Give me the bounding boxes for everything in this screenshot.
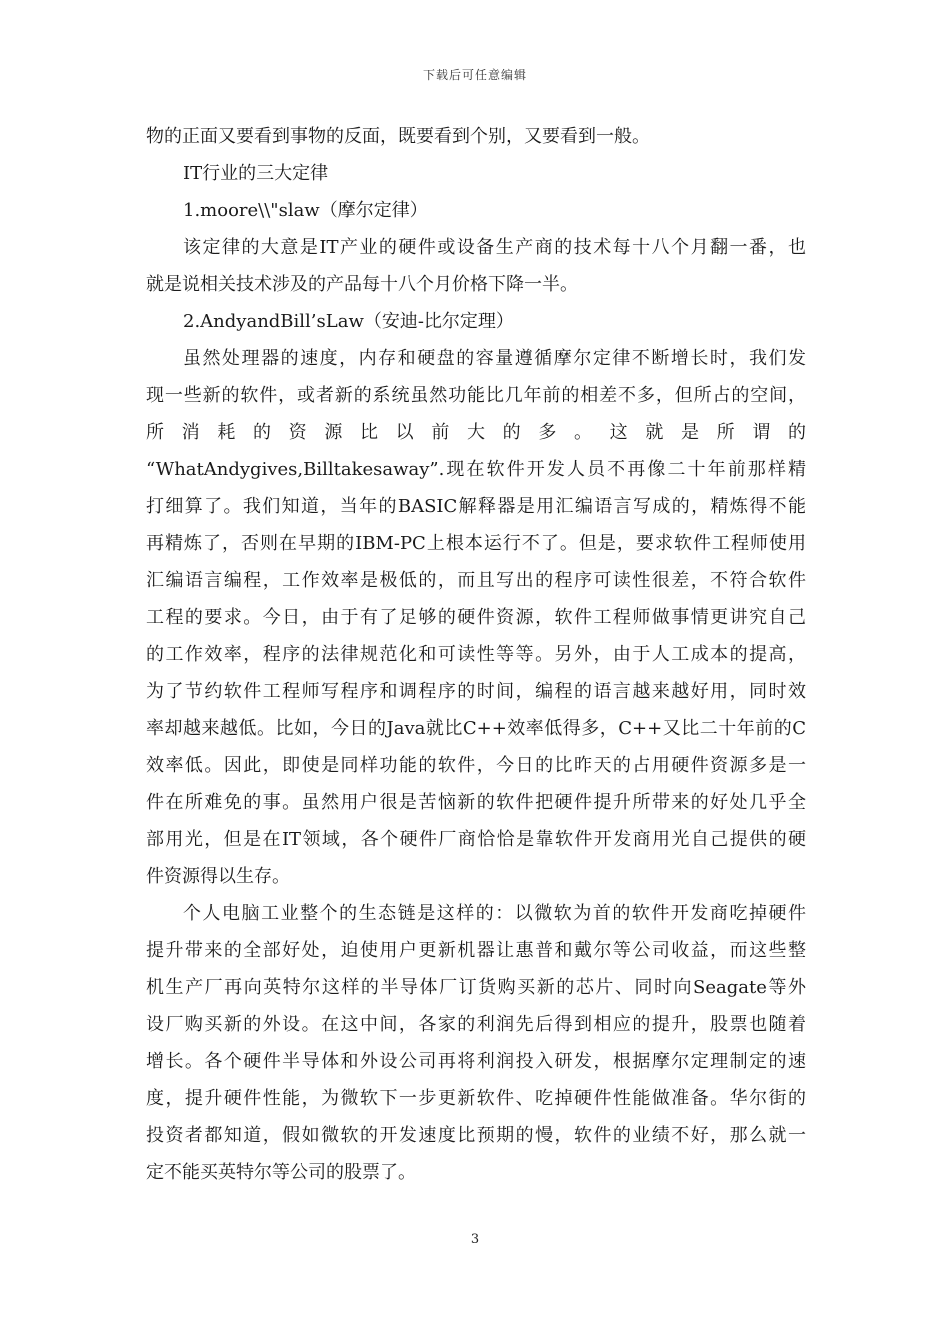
page-header: 下载后可任意编辑 bbox=[422, 68, 527, 82]
section-heading: IT行业的三大定律 bbox=[183, 163, 329, 184]
text-line: 个人电脑工业整个的生态链是这样的：以微软为首的软件开发商吃掉硬件 bbox=[183, 903, 806, 924]
text-line: 效率低。因此，即使是同样功能的软件，今日的比昨天的占用硬件资源多是一 bbox=[146, 755, 806, 776]
text-line: 工程的要求。今日，由于有了足够的硬件资源，软件工程师做事情更讲究自己 bbox=[146, 607, 806, 628]
law-title: 1.moore\\"slaw（摩尔定律） bbox=[183, 200, 428, 221]
text-line: 设厂购买新的外设。在这中间，各家的利润先后得到相应的提升，股票也随着 bbox=[146, 1014, 806, 1035]
text-line: 机生产厂再向英特尔这样的半导体厂订货购买新的芯片、同时向Seagate等外 bbox=[146, 977, 806, 998]
text-line: 的工作效率，程序的法律规范化和可读性等等。另外，由于人工成本的提高， bbox=[146, 644, 806, 665]
text-line: 为了节约软件工程师写程序和调程序的时间，编程的语言越来越好用，同时效 bbox=[146, 681, 806, 702]
text-line: “WhatAndygives,Billtakesaway”.现在软件开发人员不再像二十年前那样精 bbox=[146, 459, 806, 480]
text-line: 该定律的大意是IT产业的硬件或设备生产商的技术每十八个月翻一番，也 bbox=[183, 237, 806, 258]
text-line: 率却越来越低。比如，今日的Java就比C++效率低得多，C++又比二十年前的C bbox=[146, 718, 806, 739]
text-line: 件在所难免的事。虽然用户很是苦恼新的软件把硬件提升所带来的好处几乎全 bbox=[146, 792, 806, 813]
text-line: 增长。各个硬件半导体和外设公司再将利润投入研发，根据摩尔定理制定的速 bbox=[146, 1051, 806, 1072]
page-number: 3 bbox=[470, 1232, 480, 1247]
text-line: 物的正面又要看到事物的反面，既要看到个别，又要看到一般。 bbox=[146, 126, 650, 147]
text-line: 提升带来的全部好处，迫使用户更新机器让惠普和戴尔等公司收益，而这些整 bbox=[146, 940, 806, 961]
law-title: 2.AndyandBill’sLaw（安迪-比尔定理） bbox=[183, 311, 514, 332]
text-line: 就是说相关技术涉及的产品每十八个月价格下降一半。 bbox=[146, 274, 578, 295]
text-line: 汇编语言编程，工作效率是极低的，而且写出的程序可读性很差，不符合软件 bbox=[146, 570, 806, 591]
text-line: 再精炼了，否则在早期的IBM-PC上根本运行不了。但是，要求软件工程师使用 bbox=[146, 533, 806, 554]
text-line: 打细算了。我们知道，当年的BASIC解释器是用汇编语言写成的，精炼得不能 bbox=[146, 496, 806, 517]
text-line: 虽然处理器的速度，内存和硬盘的容量遵循摩尔定律不断增长时，我们发 bbox=[183, 348, 806, 369]
text-line: 投资者都知道，假如微软的开发速度比预期的慢，软件的业绩不好，那么就一 bbox=[146, 1125, 806, 1146]
text-line: 部用光，但是在IT领域，各个硬件厂商恰恰是靠软件开发商用光自己提供的硬 bbox=[146, 829, 806, 850]
body-text bbox=[146, 118, 806, 1191]
text-line: 所 消 耗 的 资 源 比 以 前 大 的 多 。 这 就 是 所 谓 的 bbox=[146, 422, 806, 443]
text-line: 定不能买英特尔等公司的股票了。 bbox=[146, 1162, 416, 1183]
text-line: 度，提升硬件性能，为微软下一步更新软件、吃掉硬件性能做准备。华尔街的 bbox=[146, 1088, 806, 1109]
text-line: 现一些新的软件，或者新的系统虽然功能比几年前的相差不多，但所占的空间， bbox=[146, 385, 806, 406]
text-line: 件资源得以生存。 bbox=[146, 866, 290, 887]
